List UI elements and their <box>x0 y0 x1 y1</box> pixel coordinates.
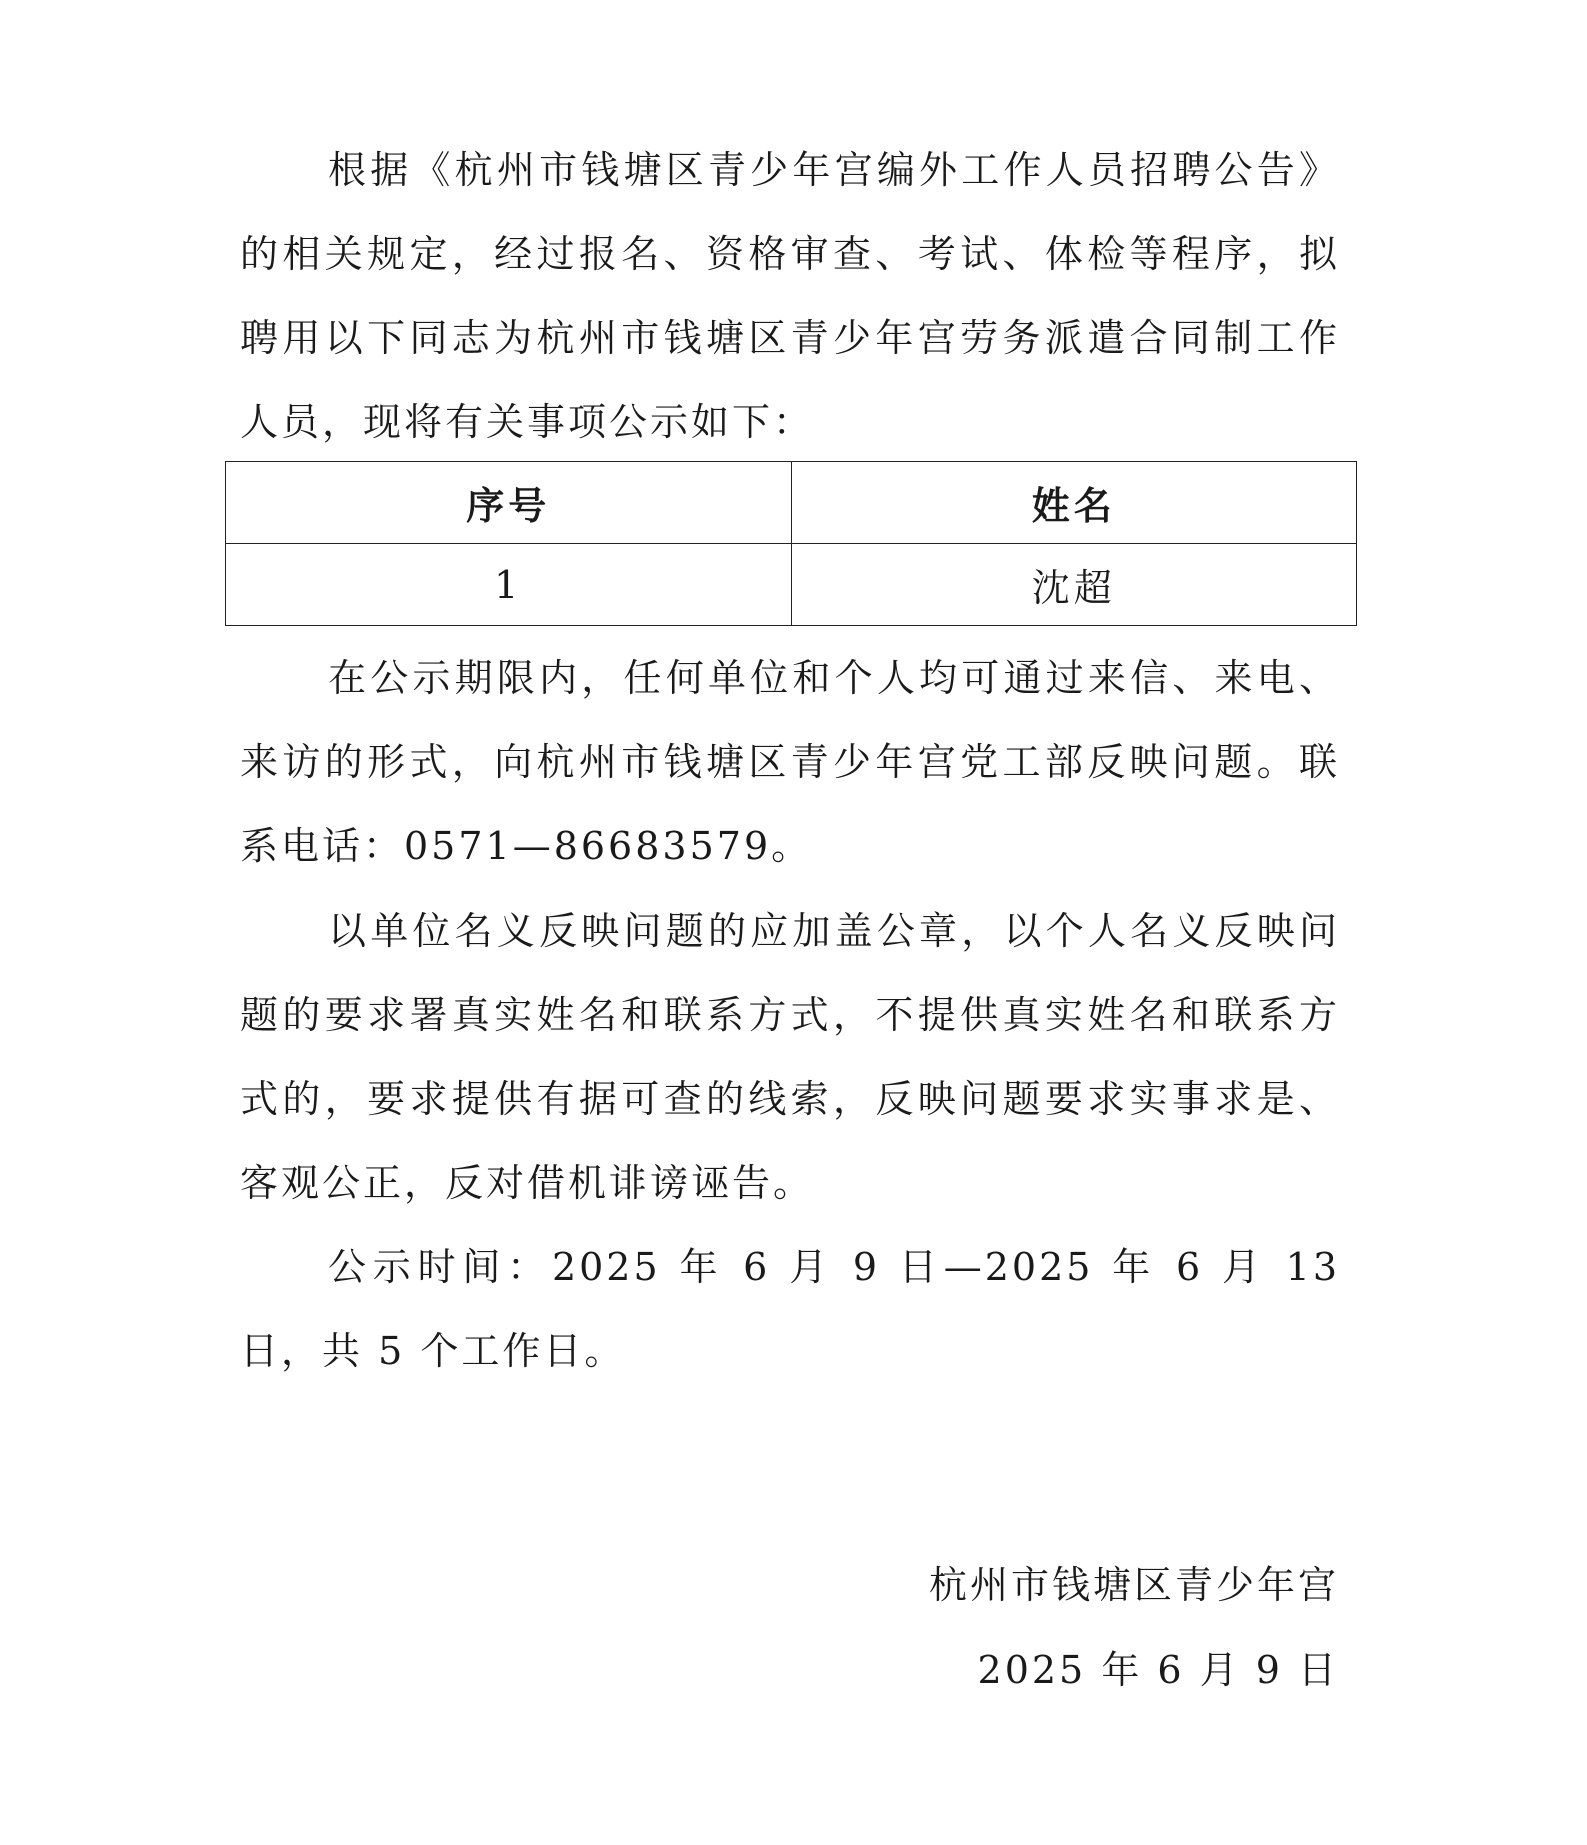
contact-paragraph: 在公示期限内，任何单位和个人均可通过来信、来电、来访的形式，向杭州市钱塘区青少年宫党工部反映问题。联系电话：0571—86683579。 <box>240 656 1340 868</box>
table-header-row <box>226 462 1357 544</box>
cell-index: 1 <box>226 544 792 626</box>
intro-paragraph: 根据《杭州市钱塘区青少年宫编外工作人员招聘公告》的相关规定，经过报名、资格审查、考试、体检等程序，拟聘用以下同志为杭州市钱塘区青少年宫劳务派遣合同制工作人员，现将有关事项公示如下： <box>240 148 1340 444</box>
cell-name: 沈超 <box>791 544 1357 626</box>
header-name: 姓名 <box>791 462 1357 544</box>
signature-organization: 杭州市钱塘区青少年宫 <box>928 1563 1339 1607</box>
header-index: 序号 <box>226 462 792 544</box>
table-row <box>226 544 1357 626</box>
period-paragraph: 公示时间：2025 年 6 月 9 日—2025 年 6 月 13 日，共 5 个工作日。 <box>240 1245 1340 1373</box>
requirements-paragraph: 以单位名义反映问题的应加盖公章，以个人名义反映问题的要求署真实姓名和联系方式，不提供真实姓名和联系方式的，要求提供有据可查的线索，反映问题要求实事求是、客观公正，反对借机诽谤诬告。 <box>240 909 1340 1205</box>
candidate-table <box>225 461 1357 626</box>
signature-date: 2025 年 6 月 9 日 <box>977 1648 1339 1692</box>
